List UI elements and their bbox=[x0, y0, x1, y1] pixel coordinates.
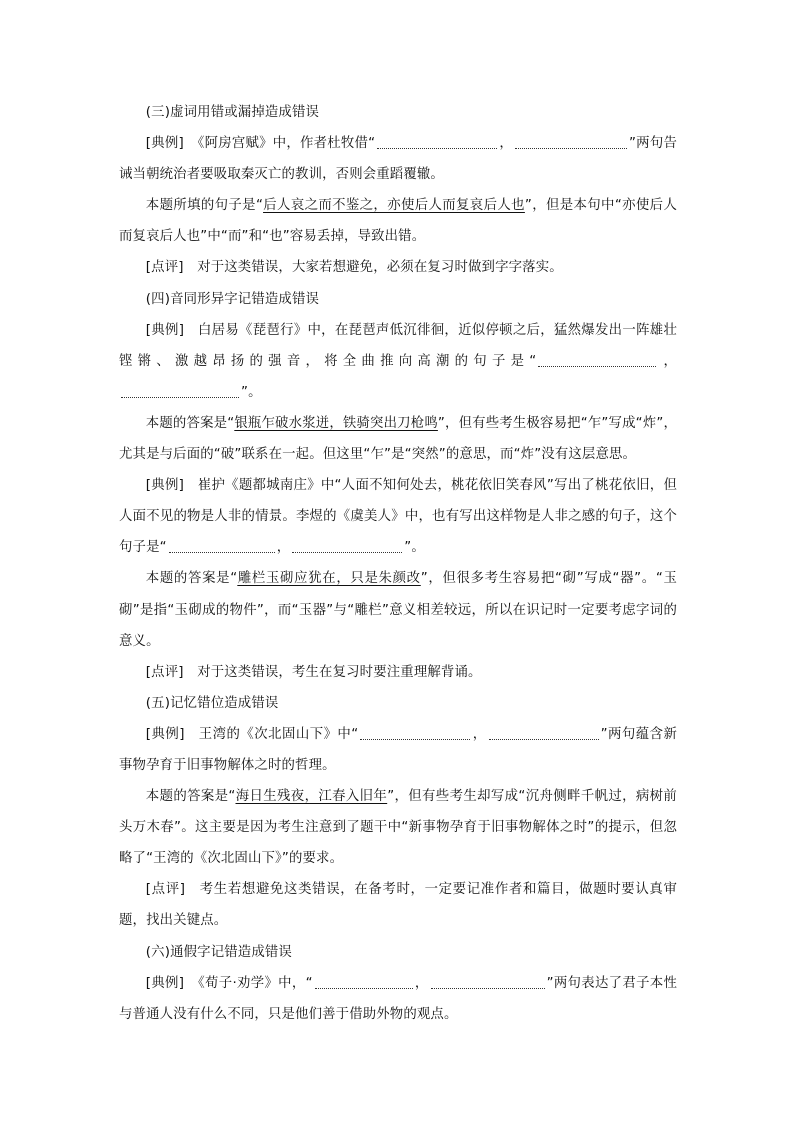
document-body bbox=[119, 97, 677, 1030]
answer-paragraph: 本题的答案是“海日生残夜，江春入旧年”，但有些考生却写成“沉舟侧畔千帆过，病树前头万木春”。这主要是因为考生注意到了题干中“新事物孕育于旧事物解体之时”的提示，但忽略了“王湾的《次北固山下》”的要求。 bbox=[119, 789, 677, 867]
example-text: 崔护《题都城南庄》中“人面不知何处去，桃花依旧笑春风”写出了桃花依旧，但人面不见的物是人非的情景。李煜的《虞美人》中，也有写出这样物是人非之感的句子，这个句子是“ bbox=[119, 478, 677, 556]
fill-blank[interactable] bbox=[377, 136, 497, 149]
example-tag: [典例] bbox=[145, 975, 185, 991]
example-tag: [典例] bbox=[145, 136, 184, 152]
fill-blank[interactable] bbox=[360, 727, 470, 740]
fill-blank[interactable] bbox=[431, 976, 545, 989]
comment-paragraph: [点评] 对于这类错误，考生在复习时要注重理解背诵。 bbox=[145, 664, 482, 680]
fill-blank[interactable] bbox=[515, 136, 627, 149]
answer-paragraph: 本题的答案是“雕栏玉砌应犹在，只是朱颜改”，但很多考生容易把“砌”写成“器”。“玉砌”是指“玉砌成的物件”，而“玉器”与“雕栏”意义相差较远，所以在识记时一定要考虑字词的意义。 bbox=[119, 571, 677, 649]
example-tag: [典例] bbox=[145, 726, 185, 742]
example-paragraph: [典例] 白居易《琵琶行》中，在琵琶声低沉徘徊，近似停顿之后，猛然爆发出一阵雄壮铿锵、激越昂扬的强音，将全曲推向高潮的句子是“ ，”。 bbox=[119, 322, 677, 400]
comment-tag: [点评] bbox=[145, 882, 186, 898]
section-heading-5: (五)记忆错位造成错误 bbox=[145, 695, 279, 711]
example-text: 王湾的《次北固山下》中“ bbox=[198, 726, 359, 742]
example-text: 《阿房宫赋》中，作者杜牧借“ bbox=[197, 136, 376, 152]
example-paragraph: [典例] 《阿房宫赋》中，作者杜牧借“ ， ”两句告诫当朝统治者要吸取秦灭亡的教训，否则会重蹈覆辙。 bbox=[119, 136, 677, 183]
fill-blank[interactable] bbox=[121, 385, 239, 398]
fill-blank[interactable] bbox=[489, 727, 599, 740]
answer-underlined: 后人哀之而不鉴之，亦使后人而复哀后人也 bbox=[263, 198, 525, 214]
example-tag: [典例] bbox=[145, 478, 185, 494]
comment-paragraph: [点评] 考生若想避免这类错误，在备考时，一定要记准作者和篇目，做题时要认真审题，找出关键点。 bbox=[119, 882, 677, 929]
section-heading-6: (六)通假字记错造成错误 bbox=[145, 944, 292, 960]
answer-paragraph: 本题的答案是“银瓶乍破水浆迸，铁骑突出刀枪鸣”，但有些考生极容易把“乍”写成“炸”，尤其是与后面的“破”联系在一起。但这里“乍”是“突然”的意思，而“炸”没有这层意思。 bbox=[119, 415, 677, 463]
answer-underlined: 海日生残夜，江春入旧年 bbox=[235, 789, 388, 805]
fill-blank[interactable] bbox=[315, 976, 413, 989]
example-text: 白居易《琵琶行》中，在琵琶声低沉徘徊，近似停顿之后，猛然爆发出一阵雄壮铿锵、激越昂扬的强音，将全曲推向高潮的句子是“ bbox=[119, 322, 677, 369]
example-paragraph: [典例] 崔护《题都城南庄》中“人面不知何处去，桃花依旧笑春风”写出了桃花依旧，但人面不见的物是人非的情景。李煜的《虞美人》中，也有写出这样物是人非之感的句子，这个句子是“ ， ”。 bbox=[119, 478, 677, 556]
example-text: ”两句告诫当朝统治者要吸取秦灭亡的教训，否则会重蹈覆辙。 bbox=[119, 136, 677, 183]
answer-paragraph: 本题所填的句子是“后人哀之而不鉴之，亦使后人而复哀后人也”，但是本句中“亦使后人而复哀后人也”中“而”和“也”容易丢掉，导致出错。 bbox=[119, 198, 677, 245]
comment-tag: [点评] bbox=[145, 260, 184, 276]
section-heading-3: (三)虚词用错或漏掉造成错误 bbox=[145, 105, 320, 120]
example-paragraph: [典例] 《荀子·劝学》中，“ ， ”两句表达了君子本性与普通人没有什么不同，只是他们善于借助外物的观点。 bbox=[119, 975, 678, 1022]
fill-blank[interactable] bbox=[169, 540, 275, 553]
fill-blank[interactable] bbox=[292, 540, 402, 553]
example-text: 《荀子·劝学》中，“ bbox=[198, 975, 313, 991]
answer-underlined: 雕栏玉砌应犹在，只是朱颜改 bbox=[237, 571, 421, 587]
example-paragraph: [典例] 王湾的《次北固山下》中“ ， ”两句蕴含新事物孕育于旧事物解体之时的哲理。 bbox=[119, 726, 677, 773]
comment-paragraph: [点评] 对于这类错误，大家若想避免，必须在复习时做到字字落实。 bbox=[145, 260, 563, 276]
section-heading-4: (四)音同形异字记错造成错误 bbox=[145, 291, 320, 307]
answer-underlined: 银瓶乍破水浆迸，铁骑突出刀枪鸣 bbox=[234, 415, 438, 431]
fill-blank[interactable] bbox=[538, 354, 656, 367]
comment-tag: [点评] bbox=[145, 664, 184, 680]
example-tag: [典例] bbox=[145, 322, 185, 338]
